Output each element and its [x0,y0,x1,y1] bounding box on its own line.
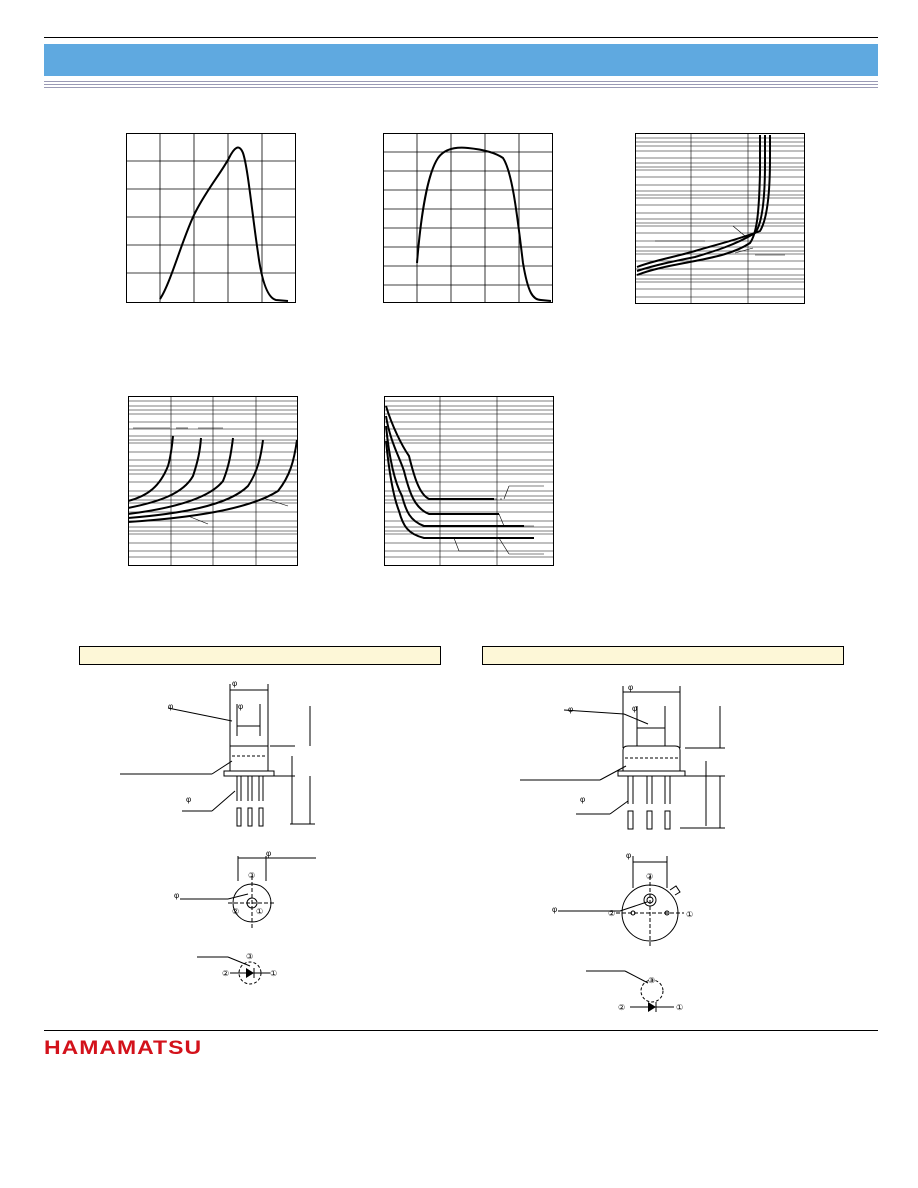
right-phi-1: φ [628,683,634,692]
right-phi-5: φ [626,851,632,860]
left-package-header [79,646,441,665]
dark-current-plot [635,133,807,307]
dark-current-curve-2 [637,135,765,271]
filter-transmittance-chart [383,133,555,305]
banner-underline-1 [44,81,878,82]
left-phi-3: φ [168,702,174,711]
dark-current-chart [635,133,807,307]
right-pin-2-top: ② [608,909,616,918]
left-pin-3-top: ③ [248,871,256,880]
left-phi-2: φ [238,702,244,711]
spectral-curve [160,148,288,301]
right-pin-3-sym: ③ [648,976,656,985]
right-pin-1-sym: ① [676,1003,684,1012]
gain-vs-voltage-chart [128,396,300,568]
capacitance-vs-voltage-chart [384,396,556,568]
banner-underline-3 [44,87,878,88]
top-rule [44,37,878,38]
left-pin-1-top: ① [256,907,264,916]
left-phi-6: φ [174,891,180,900]
filter-transmittance-plot [383,133,555,305]
left-phi-1: φ [232,679,238,688]
spectral-response-plot [126,133,298,305]
left-pin-2-top: ② [232,907,240,916]
spectral-response-chart [126,133,298,305]
right-pin-1-top: ① [686,910,694,919]
left-package-drawing [120,676,370,1026]
left-phi-4: φ [186,795,192,804]
banner-underline-2 [44,84,878,85]
capacitance-curve-3 [386,426,524,526]
header-banner [44,44,878,76]
capacitance-vs-voltage-plot [384,396,556,568]
hamamatsu-logo: HAMAMATSU [44,1036,203,1059]
right-phi-3: φ [568,705,574,714]
left-pin-3-sym: ③ [246,952,254,961]
right-package-header [482,646,844,665]
left-pin-1-sym: ① [270,969,278,978]
right-package-drawing [520,676,780,1026]
right-phi-4: φ [580,795,586,804]
right-phi-2: φ [632,704,638,713]
left-pin-2-sym: ② [222,969,230,978]
right-pin-2-sym: ② [618,1003,626,1012]
footer-rule [44,1030,878,1031]
gain-vs-voltage-plot [128,396,300,568]
right-pin-3-top: ③ [646,872,654,881]
right-phi-6: φ [552,905,558,914]
left-phi-5: φ [266,849,272,858]
